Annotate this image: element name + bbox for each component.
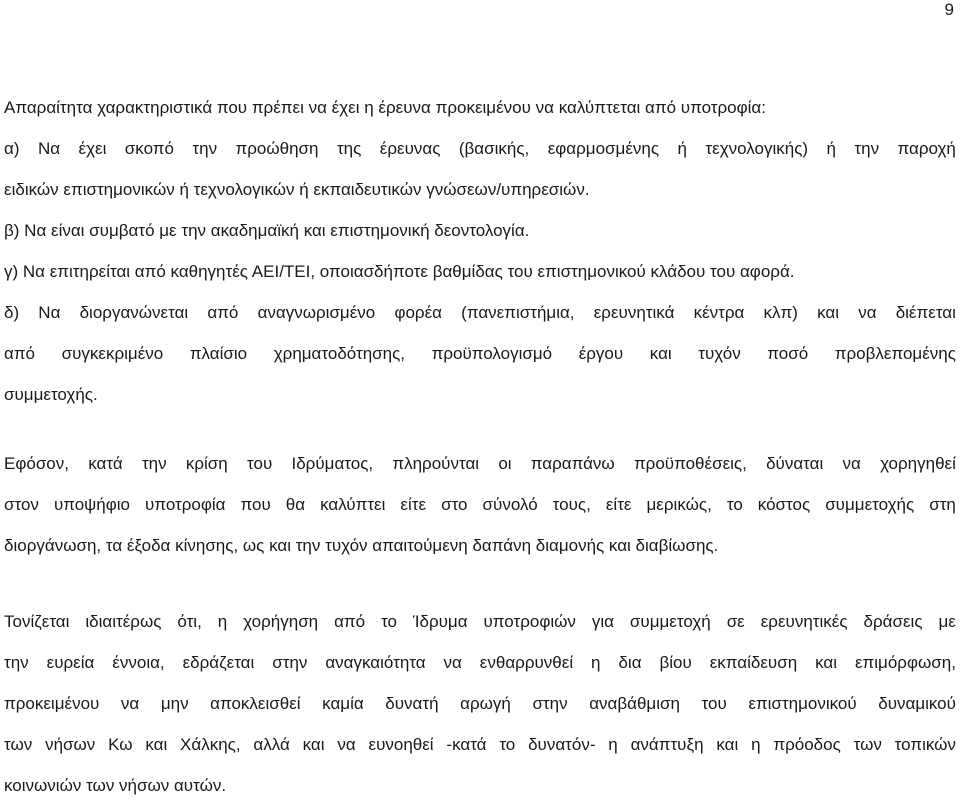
word: εκπαίδευση: [709, 653, 798, 672]
text-line: [4, 443, 956, 484]
word: και: [817, 303, 840, 322]
word: και: [649, 344, 672, 363]
word: δια: [618, 653, 642, 672]
word: δυνατή: [385, 694, 439, 713]
word: είτε: [400, 495, 427, 514]
word: οι: [498, 454, 512, 473]
word: αλλά: [253, 735, 290, 754]
word: Χάλκης,: [180, 735, 241, 754]
word: κέντρα: [693, 303, 745, 322]
word: αναβάθμιση: [589, 694, 680, 713]
word: καλύπτει: [320, 495, 386, 514]
word: Ίδρυμα: [412, 612, 468, 631]
word: κατά: [88, 454, 123, 473]
word: ποσό: [767, 344, 809, 363]
word: ή: [677, 139, 687, 158]
word: προώθηση: [235, 139, 319, 158]
word: α): [4, 139, 20, 158]
page-number: 9: [944, 0, 954, 19]
word: τοπικών: [894, 735, 956, 754]
word: είτε: [605, 495, 632, 514]
word: η: [591, 653, 601, 672]
text-line: ειδικών επιστημονικών ή τεχνολογικών ή εκπαιδευτικών γνώσεων/υπηρεσιών.: [4, 180, 590, 199]
word: με: [938, 612, 956, 631]
word: το: [726, 495, 743, 514]
text-line: [4, 724, 956, 765]
word: την: [141, 454, 167, 473]
word: -κατά: [446, 735, 487, 754]
word: στον: [4, 495, 39, 514]
word: έρευνας: [379, 139, 441, 158]
word: ευνοηθεί: [368, 735, 434, 754]
word: διέπεται: [895, 303, 956, 322]
word: νήσων: [45, 735, 96, 754]
text-line: [4, 601, 956, 642]
text-line: β) Να είναι συμβατό με την ακαδημαϊκή και επιστημονική δεοντολογία.: [4, 221, 530, 240]
word: συγκεκριμένο: [61, 344, 164, 363]
word: προκειμένου: [4, 694, 100, 713]
word: Να: [37, 139, 61, 158]
text-line: [4, 642, 956, 683]
text-line: γ) Να επιτηρείται από καθηγητές ΑΕΙ/ΤΕΙ, οποιασδήποτε βαθμίδας του επιστημονικού κλάδου του αφορά.: [4, 262, 795, 281]
word: ευρεία: [46, 653, 95, 672]
word: επιστημονικού: [748, 694, 857, 713]
word: να: [337, 735, 356, 754]
word: δυναμικού: [878, 694, 956, 713]
word: προϋποθέσεις,: [633, 454, 747, 473]
word: τυχόν: [698, 344, 741, 363]
word: αποκλεισθεί: [210, 694, 301, 713]
word: της: [336, 139, 362, 158]
word: Κω: [108, 735, 133, 754]
word: των: [4, 735, 33, 754]
word: έργου: [578, 344, 624, 363]
word: να: [842, 454, 861, 473]
text-line: [4, 683, 956, 724]
word: την: [192, 139, 218, 158]
word: να: [120, 694, 140, 713]
word: στην: [272, 653, 308, 672]
word: και: [145, 735, 168, 754]
word: στην: [532, 694, 568, 713]
word: υποψήφιο: [53, 495, 131, 514]
word: του: [701, 694, 727, 713]
text-line: διοργάνωση, τα έξοδα κίνησης, ως και την τυχόν απαιτούμενη δαπάνη διαμονής και διαβίωσης.: [4, 536, 719, 555]
word: χορήγηση: [243, 612, 319, 631]
word: η: [608, 735, 618, 754]
word: επιμόρφωση,: [854, 653, 956, 672]
word: ενθαρρυνθεί: [479, 653, 574, 672]
word: στο: [441, 495, 468, 514]
word: η: [217, 612, 228, 631]
word: η: [751, 735, 761, 754]
word: να: [858, 303, 877, 322]
word: δράσεις: [863, 612, 923, 631]
word: χρηματοδότησης,: [273, 344, 406, 363]
word: (πανεπιστήμια,: [461, 303, 575, 322]
word: κλπ): [763, 303, 798, 322]
word: σε: [726, 612, 745, 631]
word: παροχή: [897, 139, 956, 158]
word: το: [381, 612, 397, 631]
word: ιδιαιτέρως: [85, 612, 162, 631]
word: αναγνωρισμένο: [257, 303, 376, 322]
word: εφαρμοσμένης: [547, 139, 660, 158]
text-line: [4, 292, 956, 333]
word: εδράζεται: [182, 653, 255, 672]
text-line: [4, 333, 956, 374]
text-line: [4, 128, 956, 169]
word: αναγκαιότητα: [325, 653, 426, 672]
word: δύναται: [766, 454, 824, 473]
word: των: [853, 735, 882, 754]
word: ανάπτυξη: [630, 735, 704, 754]
word: και: [815, 653, 838, 672]
word: που: [240, 495, 271, 514]
word: του: [247, 454, 273, 473]
word: από: [334, 612, 366, 631]
word: τεχνολογικής): [705, 139, 809, 158]
word: φορέα: [394, 303, 442, 322]
word: ή: [826, 139, 836, 158]
text-line: συμμετοχής.: [4, 385, 98, 404]
text-line: [4, 484, 956, 525]
word: τους,: [552, 495, 591, 514]
word: την: [4, 653, 29, 672]
word: αρωγή: [460, 694, 511, 713]
word: ότι,: [177, 612, 202, 631]
funding-paragraph: [4, 443, 956, 566]
word: μερικώς,: [646, 495, 712, 514]
word: πληρούνται: [392, 454, 480, 473]
word: Ιδρύματος,: [291, 454, 374, 473]
word: δ): [4, 303, 20, 322]
word: σύνολό: [482, 495, 538, 514]
word: προϋπολογισμό: [431, 344, 553, 363]
word: πλαίσιο: [189, 344, 248, 363]
requirements-paragraph: [4, 87, 956, 415]
word: έννοια,: [112, 653, 165, 672]
word: έχει: [78, 139, 107, 158]
text-line: Απαραίτητα χαρακτηριστικά που πρέπει να έχει η έρευνα προκειμένου να καλύπτεται από υποτροφία:: [4, 98, 766, 117]
word: συμμετοχή: [629, 612, 711, 631]
emphasis-paragraph: [4, 601, 956, 806]
word: βίου: [659, 653, 692, 672]
word: από: [207, 303, 239, 322]
word: καμία: [322, 694, 364, 713]
word: μην: [160, 694, 189, 713]
word: υποτροφιών: [483, 612, 576, 631]
word: δυνατόν-: [528, 735, 596, 754]
word: κρίση: [185, 454, 228, 473]
text-line: κοινωνιών των νήσων αυτών.: [4, 776, 227, 795]
word: χορηγηθεί: [880, 454, 956, 473]
word: υποτροφία: [145, 495, 226, 514]
word: το: [499, 735, 516, 754]
word: σκοπό: [124, 139, 174, 158]
word: θα: [285, 495, 306, 514]
word: να: [443, 653, 462, 672]
word: Τονίζεται: [4, 612, 70, 631]
word: Εφόσον,: [4, 454, 69, 473]
word: (βασικής,: [458, 139, 530, 158]
word: παραπάνω: [530, 454, 615, 473]
word: στη: [929, 495, 956, 514]
word: κόστος: [757, 495, 811, 514]
word: Να: [38, 303, 61, 322]
word: ερευνητικά: [593, 303, 675, 322]
word: πρόοδος: [773, 735, 841, 754]
word: ερευνητικές: [760, 612, 848, 631]
word: συμμετοχής: [825, 495, 915, 514]
word: διοργανώνεται: [79, 303, 189, 322]
word: για: [591, 612, 614, 631]
word: προβλεπομένης: [834, 344, 956, 363]
word: και: [302, 735, 325, 754]
word: την: [854, 139, 880, 158]
word: και: [716, 735, 739, 754]
word: από: [4, 344, 36, 363]
